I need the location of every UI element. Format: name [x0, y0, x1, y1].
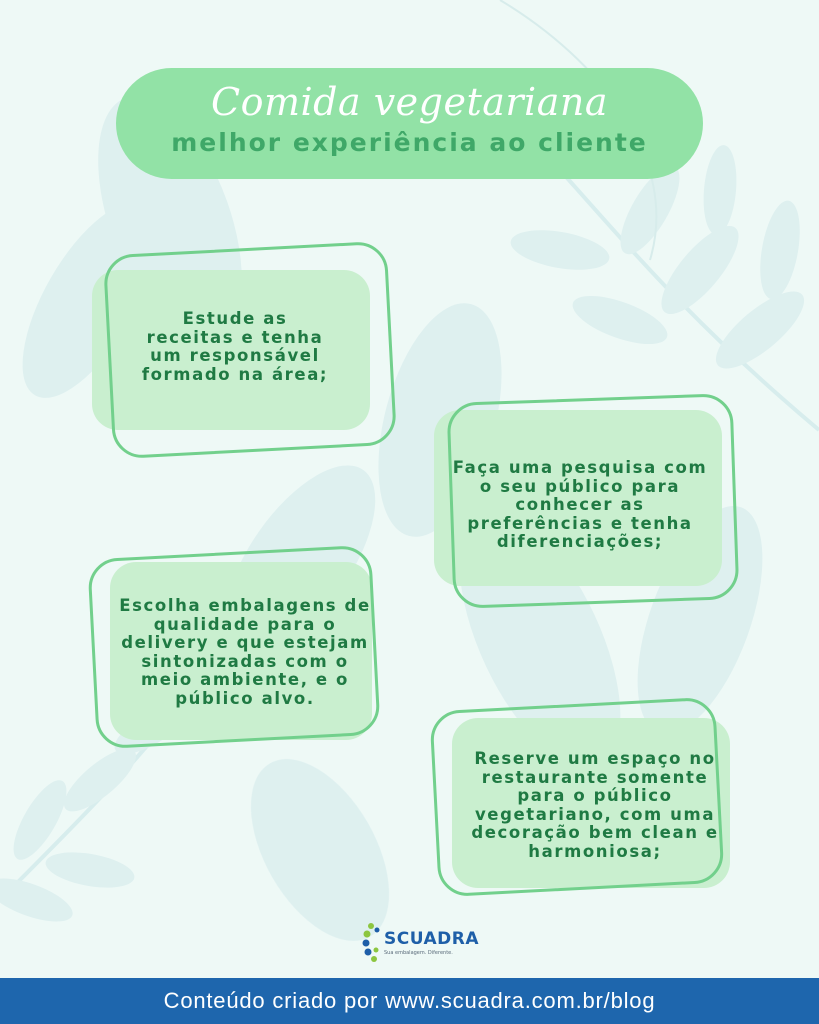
tip-3-line: meio ambiente, e o [140, 670, 349, 689]
tip-4-line: decoração bem clean e [471, 823, 719, 842]
header-title: Comida vegetariana [211, 80, 608, 124]
header-subtitle: melhor experiência ao cliente [171, 128, 648, 157]
tip-2-line: preferências e tenha [467, 513, 693, 533]
tip-3-line: público alvo. [175, 688, 315, 708]
tip-1-line: um responsável [150, 346, 320, 365]
footer-credit-link[interactable]: Conteúdo criado por www.scuadra.com.br/blog [163, 988, 656, 1013]
tip-2-line: diferenciações; [496, 532, 664, 551]
tip-1-line: formado na área; [141, 364, 329, 384]
tip-1-line: Estude as [182, 309, 288, 328]
tip-2-line: conhecer as [515, 495, 645, 514]
tip-1-line: receitas e tenha [146, 327, 324, 347]
tip-3-line: Escolha embalagens de [119, 596, 371, 615]
logo-tagline: Sua embalagem. Diferente. [384, 950, 453, 956]
tip-4-line: harmoniosa; [528, 841, 662, 861]
tip-3-line: delivery e que estejam [121, 633, 369, 652]
logo-name: SCUADRA [384, 929, 480, 949]
tip-4-line: Reserve um espaço no [474, 749, 716, 768]
tip-4-line: restaurante somente [481, 767, 709, 787]
tip-4-line: para o público [517, 786, 673, 805]
tip-2-line: Faça uma pesquisa com [452, 458, 708, 477]
tip-4-line: vegetariano, com uma [474, 804, 716, 824]
tip-2-line: o seu público para [479, 476, 681, 496]
tip-3-line: sintonizadas com o [141, 651, 349, 671]
tip-3-line: qualidade para o [153, 614, 337, 634]
